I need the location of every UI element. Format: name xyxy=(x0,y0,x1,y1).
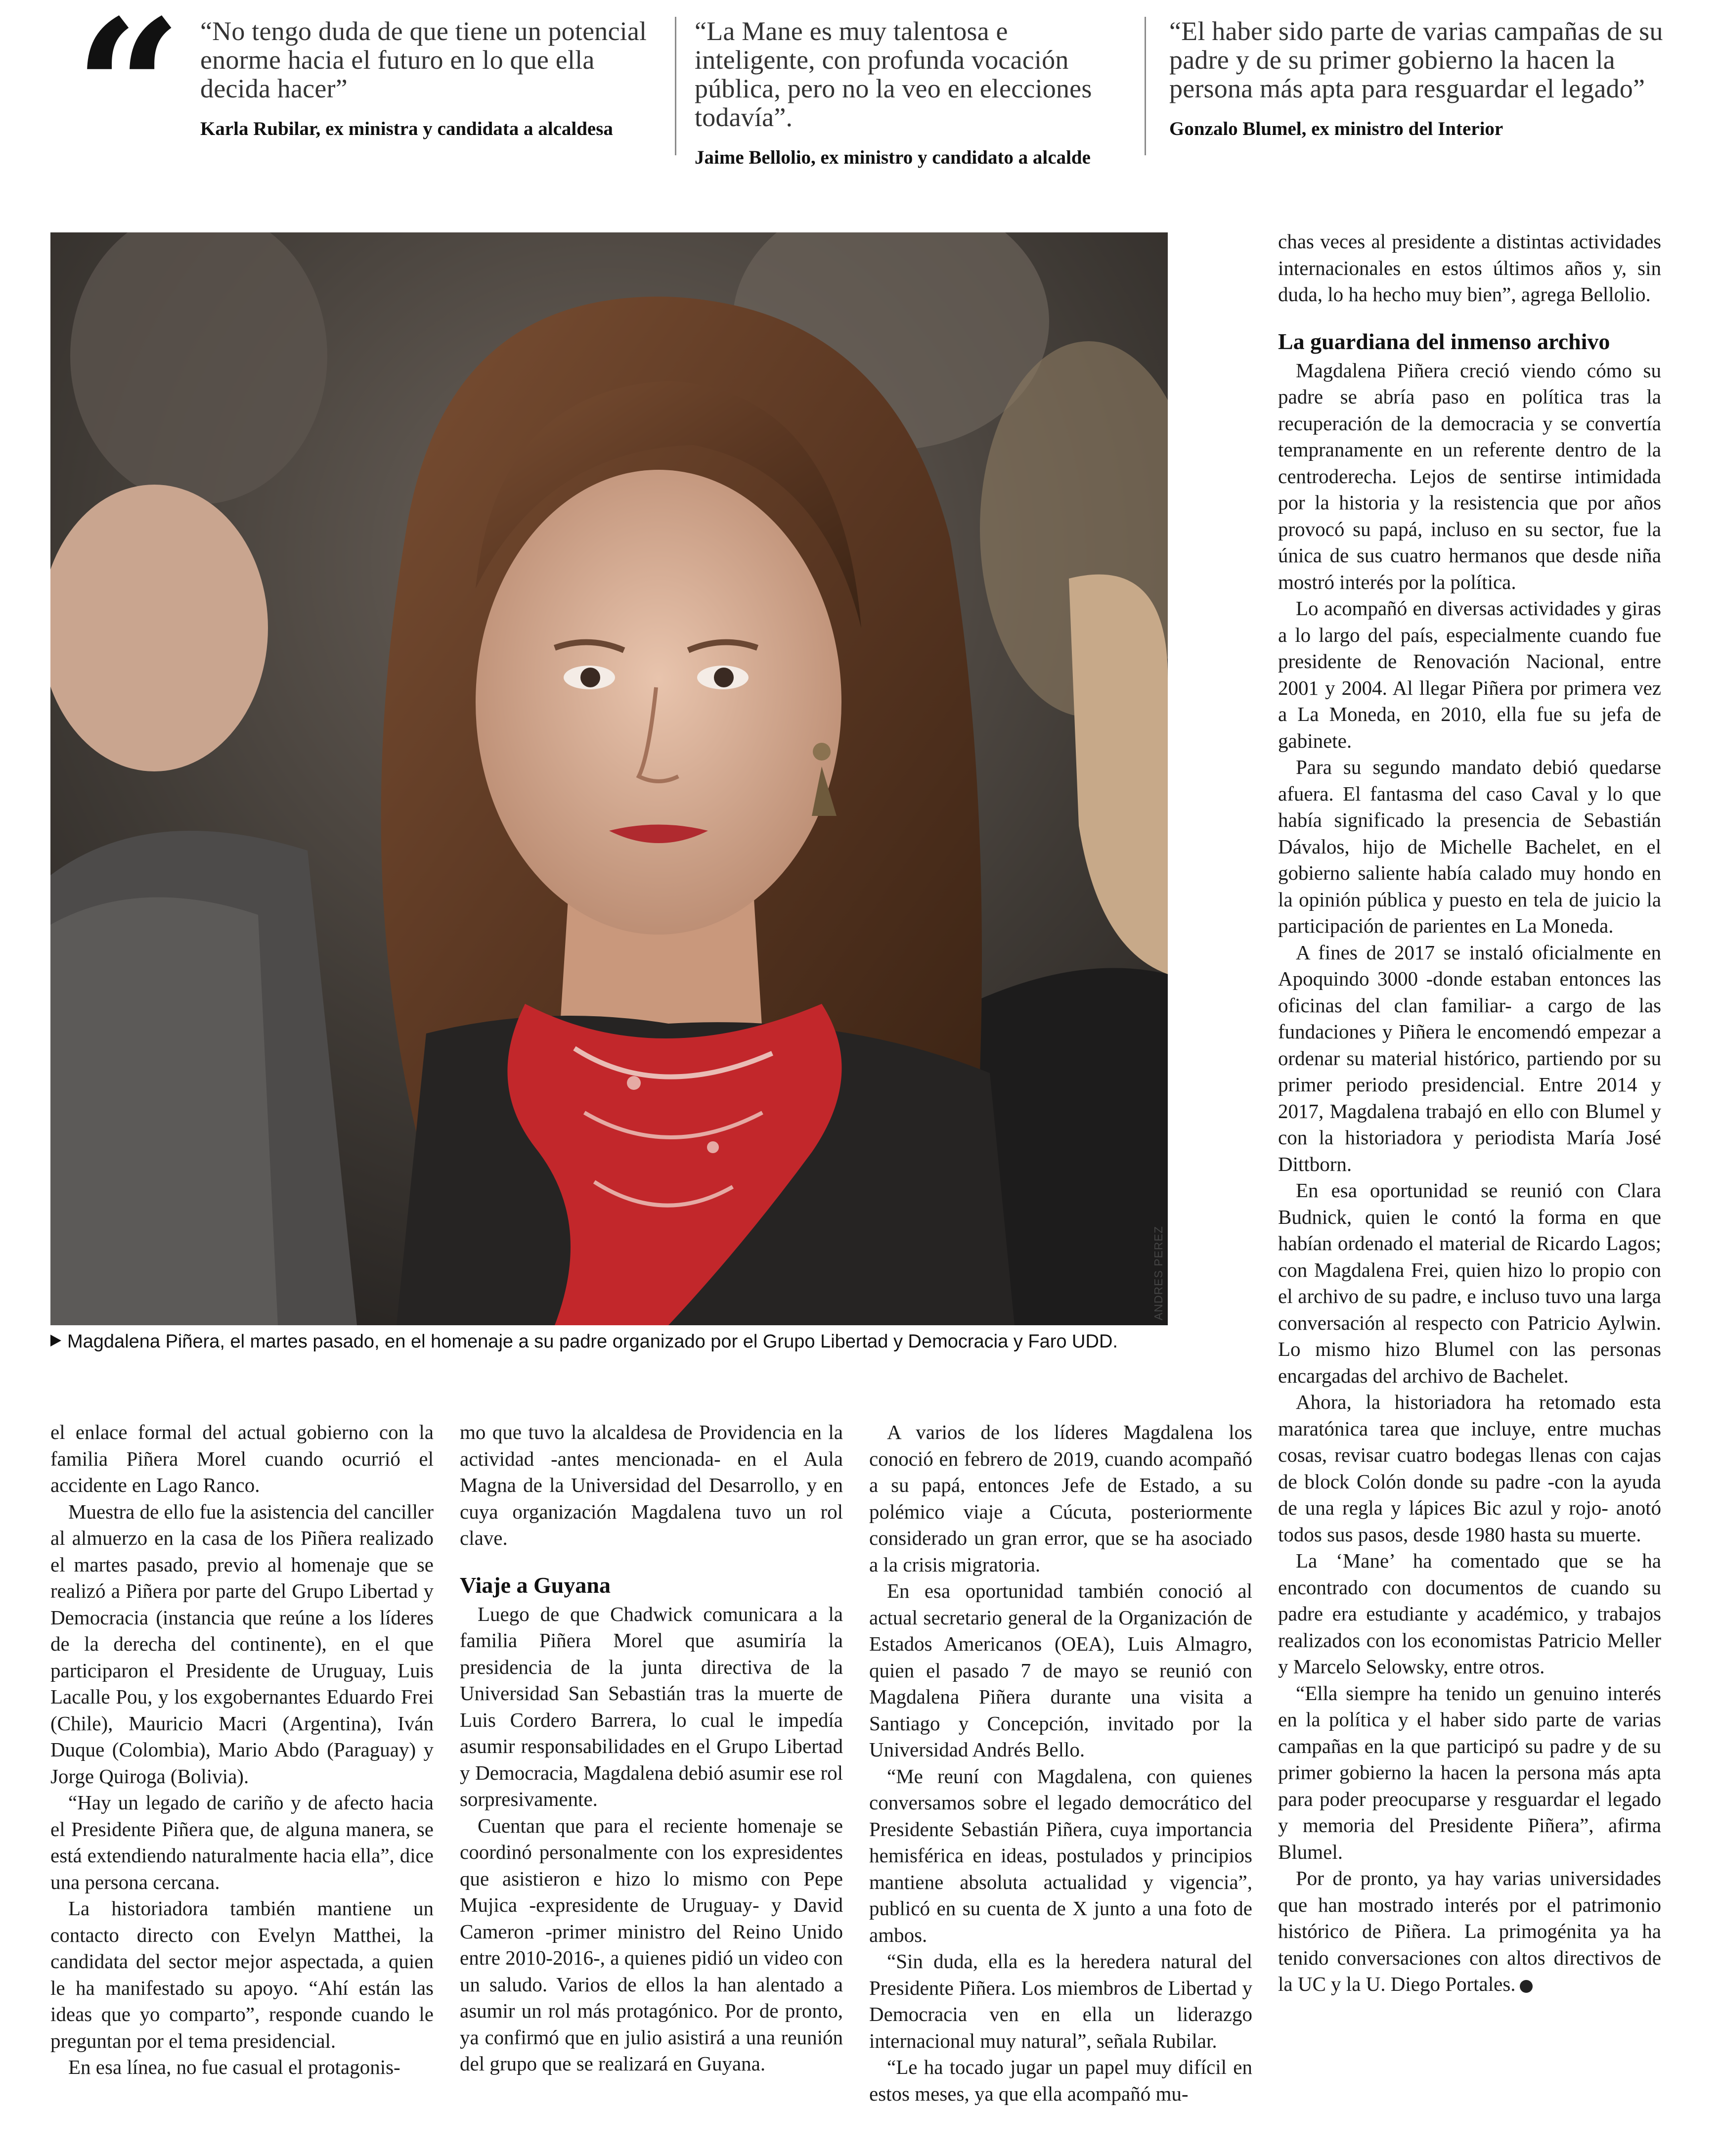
paragraph: “Sin duda, ella es la heredera natural del Presidente Piñera. Los miembros de Libertad y Democracia ven en ella un liderazgo internacional muy natural”, señala Rubilar. xyxy=(869,1950,1252,2052)
caption-text: Magdalena Piñera, el martes pasado, en el homenaje a su padre organizado por el Grupo Libertad y Democracia y Faro UDD. xyxy=(67,1331,1118,1352)
article-column-1 xyxy=(50,1419,434,2081)
paragraph-text: Por de pronto, ya hay varias universidades que han mostrado interés por el patrimonio histórico de Piñera. La primogénita ya ha tenido conversaciones con altos directivos de la UC y la U. Diego Portales. xyxy=(1278,1867,1661,1995)
paragraph: Magdalena Piñera creció viendo cómo su padre se abría paso en política tras la recuperación de la democracia y se convertía tempranamente en un referente dentro de la centroderecha. Lejos de sentirse intimidada por la historia y la resistencia que por años provocó su papá, incluso en su sector, fue la única de sus cuatro hermanos que desde niña mostró interés por la política. xyxy=(1278,359,1661,593)
paragraph: La ‘Mane’ ha comentado que se ha encontrado con documentos de cuando su padre era estudiante y académico, y trabajos realizados con los economistas Patricio Meller y Marcelo Selowsky, entre otros. xyxy=(1278,1549,1661,1678)
portrait-illustration xyxy=(50,232,1168,1325)
subheading-guardiana-del-archivo: La guardiana del inmenso archivo xyxy=(1278,328,1610,354)
paragraph: En esa oportunidad se reunió con Clara Budnick, quien le contó la forma en que habían ordenado el material de Ricardo Lagos; con Magdalena Frei, quien hizo lo propio con el archivo de su padre, e incluso tuvo una larga conversación al respecto con Patricio Aylwin. Lo mismo hizo Blumel con las personas encargadas del archivo de Bachelet. xyxy=(1278,1179,1661,1387)
quote-divider xyxy=(1145,17,1146,155)
caption-arrow-icon xyxy=(50,1335,61,1347)
paragraph-final xyxy=(1278,1865,1661,1998)
paragraph: A varios de los líderes Magdalena los conoció en febrero de 2019, cuando acompañó a su papá, entonces Jefe de Estado, a su polémico viaje a Cúcuta, posteriormente considerado un gran error, que se ha asociado a la crisis migratoria. xyxy=(869,1421,1252,1576)
photo-caption xyxy=(50,1330,1168,1353)
quote-author: Karla Rubilar, ex ministra y candidata a alcaldesa xyxy=(200,118,613,139)
end-of-article-icon: ● xyxy=(1520,1980,1533,1993)
paragraph: Muestra de ello fue la asistencia del canciller al almuerzo en la casa de los Piñera realizado el martes pasado, previo al homenaje que se realizó a Piñera por parte del Grupo Libertad y Democracia (instancia que reúne a los líderes de la derecha del continente), en el que participaron el Presidente de Uruguay, Luis Lacalle Pou, y los exgobernantes Eduardo Frei (Chile), Mauricio Macri (Argentina), Iván Duque (Colombia), Mario Abdo (Paraguay) y Jorge Quiroga (Bolivia). xyxy=(50,1500,434,1788)
quote-rubilar xyxy=(200,17,655,140)
paragraph: Luego de que Chadwick comunicara a la familia Piñera Morel que asumiría la presidencia de la junta directiva de la Universidad San Sebastián tras la muerte de Luis Cordero Barrera, lo cual le impedía asumir responsabilidades en el Grupo Libertad y Democracia, Magdalena debió asumir ese rol sorpresivamente. xyxy=(460,1602,843,1810)
quote-blumel xyxy=(1169,17,1674,140)
paragraph: Cuentan que para el reciente homenaje se coordinó personalmente con los expresidentes que asistieron e hizo lo mismo con Pepe Mujica -expresidente de Uruguay- y David Cameron -primer ministro del Reino Unido entre 2010-2016-, a quienes pidió un video con un saludo. Varios de ellos la han alentado a asumir un rol más protagónico. Por de pronto, ya confirmó que en julio asistirá a una reunión del grupo que se realizará en Guyana. xyxy=(460,1814,843,2075)
quotes-band xyxy=(0,0,1722,199)
paragraph: La historiadora también mantiene un contacto directo con Evelyn Matthei, la candidata del sector mejor aspectada, a quien le ha manifestado su apoyo. “Ahí están las ideas que yo comparto”, responde cuando le preguntan por el tema presidencial. xyxy=(50,1897,434,2052)
paragraph: “Hay un legado de cariño y de afecto hacia el Presidente Piñera que, de alguna manera, se está extendiendo naturalmente hacia ella”, dice una persona cercana. xyxy=(50,1791,434,1893)
paragraph: A fines de 2017 se instaló oficialmente en Apoquindo 3000 -donde estaban entonces las oficinas del clan familiar- a cargo de las fundaciones y Piñera le encomendó empezar a ordenar su material histórico, partiendo por su primer periodo presidencial. Entre 2014 y 2017, Magdalena trabajó en ello con Blumel y con la historiadora y periodista María José Dittborn. xyxy=(1278,941,1661,1175)
paragraph: “Le ha tocado jugar un papel muy difícil en estos meses, ya que ella acompañó mu- xyxy=(869,2056,1252,2105)
paragraph: “Me reuní con Magdalena, con quienes conversamos sobre el legado democrático del Presidente Sebastián Piñera, cuya importancia hemisférica en ideas, postulados y principios mantiene absoluta actualidad y vigencia”, publicó en su cuenta de X junto a una foto de ambos. xyxy=(869,1764,1252,1946)
quote-author: Jaime Bellolio, ex ministro y candidato a alcalde xyxy=(695,147,1091,168)
paragraph: chas veces al presidente a distintas actividades internacionales en estos últimos años y, sin duda, lo ha hecho muy bien”, agrega Bellolio. xyxy=(1278,230,1661,306)
article-column-2 xyxy=(460,1419,843,2077)
main-photo xyxy=(50,232,1168,1325)
quote-divider xyxy=(675,17,676,155)
paragraph: En esa línea, no fue casual el protagonis- xyxy=(68,2056,400,2078)
quote-text: “No tengo duda de que tiene un potencial enorme hacia el futuro en lo que ella decida hacer” xyxy=(200,16,647,103)
article-column-3 xyxy=(869,1419,1252,2107)
quote-text: “La Mane es muy talentosa e inteligente, con profunda vocación pública, pero no la veo en elecciones todavía”. xyxy=(695,16,1092,132)
quote-mark-icon: “ xyxy=(74,0,182,199)
paragraph: En esa oportunidad también conoció al actual secretario general de la Organización de Estados Americanos (OEA), Luis Almagro, quien el pasado 7 de mayo se reunió con Magdalena Piñera durante una visita a Santiago y Concepción, invitado por la Universidad Andrés Bello. xyxy=(869,1579,1252,1761)
paragraph: el enlace formal del actual gobierno con la familia Piñera Morel cuando ocurrió el accidente en Lago Ranco. xyxy=(50,1421,434,1496)
photo-credit: ANDRES PEREZ xyxy=(1152,1226,1165,1320)
paragraph: Ahora, la historiadora ha retomado esta maratónica tarea que incluye, entre muchas cosas, revisar cuatro bodegas llenas con cajas de block Colón donde su padre -con la ayuda de una regla y lápices Bic azul y rojo- anotó todos sus pasos, desde 1980 hasta su muerte. xyxy=(1278,1391,1661,1546)
quote-author: Gonzalo Blumel, ex ministro del Interior xyxy=(1169,118,1503,139)
subheading-viaje-a-guyana: Viaje a Guyana xyxy=(460,1572,611,1598)
paragraph: Para su segundo mandato debió quedarse afuera. El fantasma del caso Caval y lo que había significado la presencia de Sebastián Dávalos, hijo de Michelle Bachelet, en el gobierno saliente había calado muy hondo en la opinión pública y puesto en tela de juicio la participación de parientes en La Moneda. xyxy=(1278,756,1661,937)
paragraph: Lo acompañó en diversas actividades y giras a lo largo del país, especialmente cuando fue presidente de Renovación Nacional, entre 2001 y 2004. Al llegar Piñera por primera vez a La Moneda, en 2010, ella fue su jefa de gabinete. xyxy=(1278,597,1661,752)
paragraph: mo que tuvo la alcaldesa de Providencia en la actividad -antes mencionada- en el Aula Magna de la Universidad del Desarrollo, y en cuya organización Magdalena tuvo un rol clave. xyxy=(460,1421,843,1549)
article-column-4 xyxy=(1278,228,1661,1998)
quote-bellolio xyxy=(695,17,1130,169)
quote-text: “El haber sido parte de varias campañas de su padre y de su primer gobierno la hacen la persona más apta para resguardar el legado” xyxy=(1169,16,1663,103)
paragraph: “Ella siempre ha tenido un genuino interés en la política y el haber sido parte de varias campañas en la que participó su padre y de su primer gobierno la hacen la persona más apta para poder preocuparse y resguardar el legado y memoria del Presidente Piñera”, afirma Blumel. xyxy=(1278,1681,1661,1863)
